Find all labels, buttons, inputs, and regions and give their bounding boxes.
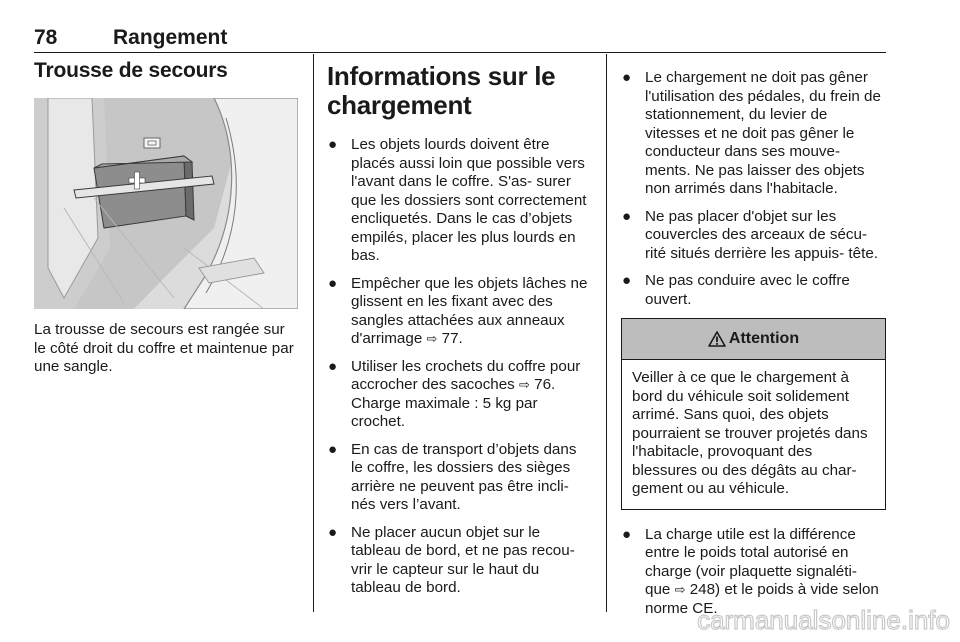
column-divider-2 bbox=[606, 54, 607, 612]
warning-triangle-icon bbox=[708, 331, 726, 347]
bullet-dot: ● bbox=[622, 207, 632, 225]
first-aid-heading: Trousse de secours bbox=[34, 59, 228, 82]
list-item: ● Les objets lourds doivent être placés aussi loin que possible vers l'avant dans le coffre. S'as- surer que les dossiers sont correctement encliquetés. Dans le cas d’objets empilés, placer les plus lourds en bas. bbox=[328, 136, 587, 264]
section-title: Rangement bbox=[113, 26, 228, 49]
watermark-text: carmanualsonline.info bbox=[697, 606, 950, 635]
column-divider-1 bbox=[313, 54, 314, 612]
list-item: ● Empêcher que les objets lâches ne glissent en les fixant avec des sangles attachées aux anneaux d'arrimage ⇨ 77. bbox=[328, 274, 588, 347]
bullet-dot: ● bbox=[622, 272, 632, 289]
page-number: 78 bbox=[34, 26, 58, 49]
first-aid-caption: La trousse de secours est rangée sur le côté droit du coffre et maintenue par une sangle. bbox=[34, 321, 294, 375]
warning-body: Veiller à ce que le chargement à bord du véhicule soit solidement arrimé. Sans quoi, des objets pourraient se trouver projetés dans l'habitacle, provoquant des blessures ou des dégâts au char- gement ou au véhicule. bbox=[632, 369, 868, 497]
warning-header bbox=[622, 319, 885, 360]
list-item: ● La charge utile est la différence entre le poids total autorisé en charge (voir plaquette signaléti- que ⇨ 248) et le poids à vide selon norme CE. bbox=[622, 525, 879, 617]
page-reference-arrow-icon: ⇨ bbox=[674, 582, 686, 597]
bullet-dot: ● bbox=[622, 525, 632, 543]
watermark bbox=[612, 606, 952, 636]
warning-box bbox=[621, 318, 886, 510]
page-reference: 77. bbox=[441, 330, 463, 347]
first-aid-kit-illustration bbox=[34, 98, 298, 309]
bullet-dot: ● bbox=[328, 274, 338, 292]
loading-info-column bbox=[327, 62, 592, 607]
payload-list bbox=[621, 526, 886, 619]
bullet-dot: ● bbox=[328, 357, 338, 375]
bullet-dot: ● bbox=[622, 69, 632, 86]
bullet-dot: ● bbox=[328, 523, 338, 541]
warning-title: Attention bbox=[728, 330, 800, 347]
loading-info-heading: Informations sur le chargement bbox=[327, 61, 556, 120]
loading-rules-list bbox=[621, 69, 886, 309]
bullet-dot: ● bbox=[328, 440, 338, 458]
list-item: ● En cas de transport d’objets dans le coffre, les dossiers des sièges arrière ne peuvent pas être incli- nés vers l’avant. bbox=[328, 440, 577, 513]
loading-rules-column bbox=[621, 69, 886, 627]
list-item: ● Utiliser les crochets du coffre pour accrocher des sacoches ⇨ 76. Charge maximale : 5 kg par crochet. bbox=[328, 357, 581, 430]
first-aid-column bbox=[34, 58, 298, 377]
list-item: ● Ne placer aucun objet sur le tableau de bord, et ne pas recou- vrir le capteur sur le haut du tableau de bord. bbox=[328, 523, 575, 596]
page-header bbox=[34, 26, 886, 52]
bullet-dot: ● bbox=[328, 136, 338, 153]
loading-info-list bbox=[327, 136, 592, 598]
header-rule bbox=[34, 52, 886, 53]
list-item: ● Ne pas placer d'objet sur les couvercles des arceaux de sécu- rité situés derrière les appuis- tête. bbox=[622, 207, 878, 262]
page-reference-arrow-icon: ⇨ bbox=[426, 331, 438, 346]
list-item: ● Le chargement ne doit pas gêner l'utilisation des pédales, du frein de stationnement, du levier de vitesses et ne doit pas gêner le conducteur dans ses mouve- ments. Ne pas laisser des objets non arrimés dans l'habitacle. bbox=[622, 69, 881, 197]
page-reference-arrow-icon: ⇨ bbox=[519, 377, 530, 392]
list-item: ● Ne pas conduire avec le coffre ouvert. bbox=[622, 272, 850, 308]
